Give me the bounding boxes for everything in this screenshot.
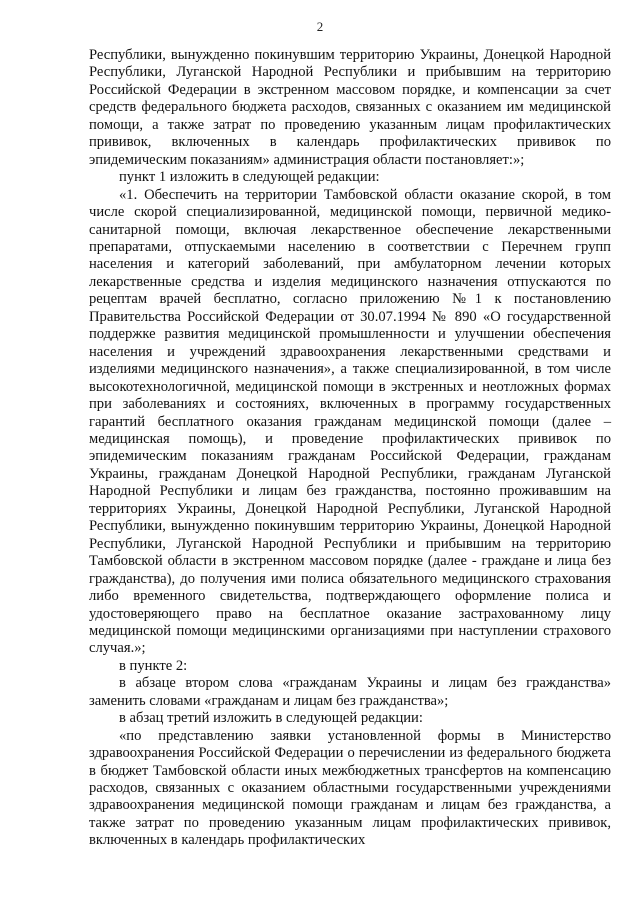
paragraph: «1. Обеспечить на территории Тамбовской области оказание скорой, в том числе скорой специализированной, медицинской помощи, первичной медико-санитарной помощи, включая лекарственное обеспечение лекарственными препаратами, отпускаемыми населению в соответствии с Перечнем групп населения и категорий заболеваний, при амбулаторном лечении которых лекарственные средства и изделия медицинского назначения отпускаются по рецептам врачей бесплатно, согласно приложению №1 к постановлению Правительства Российской Федерации от 30.07.1994 № 890 «О государственной поддержке развития медицинской промышленности и улучшении обеспечения населения и учреждений здравоохранения лекарственными средствами и изделиями медицинского назначения», а также специализированной, в том числе высокотехнологичной, медицинской помощи в экстренных и неотложных формах при заболеваниях и состояниях, включенных в программу государственных гарантий бесплатного оказания гражданам медицинской помощи (далее – медицинская помощь), и проведение профилактических прививок по эпидемическим показаниям гражданам Российской Федерации, гражданам Украины, гражданам Донецкой Народной Республики, гражданам Луганской Народной Республики и лицам без гражданства, постоянно проживавшим на территориях Украины, Донецкой Народной Республики, Луганской Народной Республики, вынужденно покинувшим территорию Украины, Донецкой Народной Республики, Луганской Народной Республики и прибывшим на территорию Тамбовской области в экстренном массовом порядке (далее - граждане и лица без гражданства), до получения ими полиса обязательного медицинского страхования либо временного свидетельства, подтверждающего оформление полиса и удостоверяющего право на бесплатное оказание застрахованному лицу медицинской помощи медицинскими организациями при наступлении страхового случая.»; <box>89 186 611 657</box>
page-number: 2 <box>316 19 324 34</box>
paragraph: в пункте 2: <box>119 657 188 674</box>
paragraph: «по представлению заявки установленной формы в Министерство здравоохранения Российской Федерации о перечислении из федерального бюджета в бюджет Тамбовской области иных межбюджетных трансфертов на компенсацию расходов, связанных с оказанием областными государственными учреждениями здравоохранения медицинской помощи гражданам и лицам без гражданства, а также затрат по проведению указанным лицам профилактических прививок, включенных в календарь профилактических <box>89 727 611 849</box>
paragraph: в абзац третий изложить в следующей редакции: <box>119 710 423 727</box>
paragraph: пункт 1 изложить в следующей редакции: <box>119 169 380 186</box>
paragraph: в абзаце втором слова «гражданам Украины и лицам без гражданства» заменить словами «гражданам и лицам без гражданства»; <box>89 675 611 709</box>
document-body <box>89 47 611 850</box>
paragraph: Республики, вынужденно покинувшим территорию Украины, Донецкой Народной Республики, Луганской Народной Республики и прибывшим на территорию Российской Федерации в экстренном массовом порядке, и компенсации за счет средств федерального бюджета расходов, связанных с оказанием им медицинской помощи, а также затрат по проведению указанным лицам профилактических прививок, включенных в календарь профилактических прививок по эпидемическим показаниям» администрация области постановляет:»; <box>89 47 611 168</box>
